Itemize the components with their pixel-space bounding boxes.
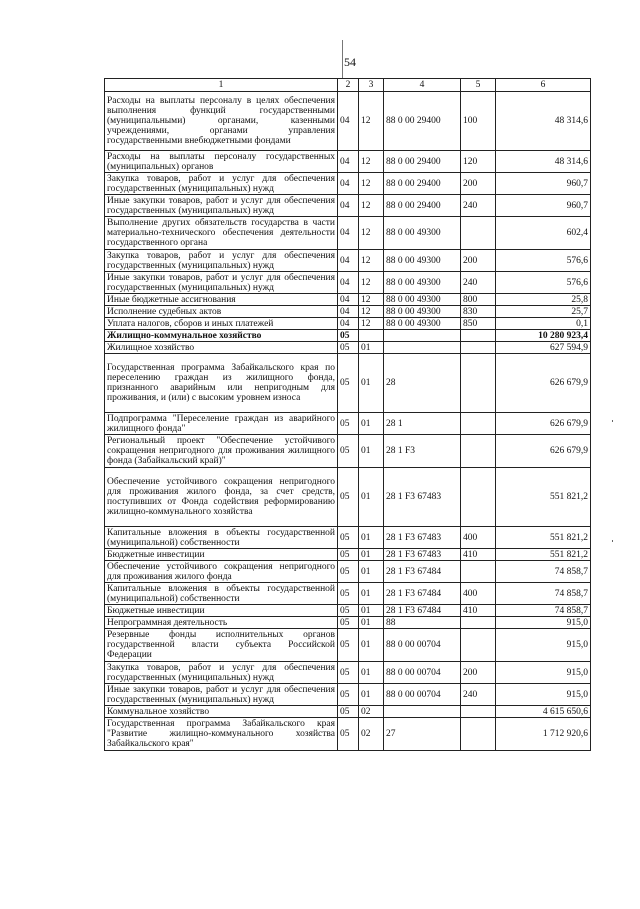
target-item-code-cell: 88 0 00 29400 [384,173,461,195]
expense-name-cell: Государственная программа Забайкальского края "Развитие жилищно-коммунального хозяйства Забайкальского края" [105,718,338,751]
scan-edge-mark [612,420,613,422]
subsection-code-cell: 12 [359,92,384,151]
column-header: 6 [496,79,591,92]
section-code-cell: 05 [338,468,359,527]
section-code-cell: 04 [338,151,359,173]
expense-name-cell: Подпрограмма "Переселение граждан из аварийного жилищного фонда" [105,413,338,435]
expense-name-cell: Расходы на выплаты персоналу государственных (муниципальных) органов [105,151,338,173]
expense-type-code-cell: 850 [461,318,496,330]
section-code-cell: 04 [338,217,359,250]
expense-name-cell: Расходы на выплаты персоналу в целях обеспечения выполнения функций государственными (муниципальными) органами, казенными учреждениями, органами управления государственными внебюджетными фондами [105,92,338,151]
table-row [105,718,591,751]
section-code-cell: 04 [338,92,359,151]
expense-type-code-cell: 240 [461,272,496,294]
table-row [105,318,591,330]
target-item-code-cell [384,330,461,342]
scan-edge-mark [612,540,613,542]
target-item-code-cell: 88 0 00 29400 [384,195,461,217]
column-header: 1 [105,79,338,92]
section-code-cell: 05 [338,435,359,468]
expense-name-cell: Иные закупки товаров, работ и услуг для обеспечения государственных (муниципальных) нужд [105,195,338,217]
expense-type-code-cell [461,561,496,583]
section-code-cell: 05 [338,706,359,718]
section-code-cell: 04 [338,306,359,318]
section-code-cell: 05 [338,684,359,706]
expense-type-code-cell: 400 [461,583,496,605]
section-code-cell: 04 [338,272,359,294]
section-code-cell: 04 [338,294,359,306]
subsection-code-cell: 01 [359,684,384,706]
table-row [105,92,591,151]
expense-name-cell: Региональный проект "Обеспечение устойчивого сокращения непригодного для проживания жилищного фонда (Забайкальский край)" [105,435,338,468]
expense-name-cell: Выполнение других обязательств государства в части материально-технического обеспечения деятельности государственного органа [105,217,338,250]
amount-cell: 626 679,9 [496,413,591,435]
expense-type-code-cell [461,217,496,250]
section-code-cell: 05 [338,605,359,617]
target-item-code-cell: 28 1 F3 67484 [384,605,461,617]
target-item-code-cell: 88 0 00 49300 [384,272,461,294]
amount-cell: 0,1 [496,318,591,330]
table-row [105,151,591,173]
expense-type-code-cell [461,413,496,435]
subsection-code-cell: 12 [359,195,384,217]
expense-name-cell: Закупка товаров, работ и услуг для обеспечения государственных (муниципальных) нужд [105,250,338,272]
target-item-code-cell: 88 0 00 49300 [384,306,461,318]
target-item-code-cell: 88 0 00 49300 [384,250,461,272]
expense-type-code-cell: 200 [461,250,496,272]
amount-cell: 48 314,6 [496,151,591,173]
target-item-code-cell: 88 0 00 49300 [384,318,461,330]
target-item-code-cell: 28 1 [384,413,461,435]
amount-cell: 4 615 650,6 [496,706,591,718]
section-code-cell: 05 [338,561,359,583]
amount-cell: 626 679,9 [496,354,591,413]
expense-type-code-cell: 120 [461,151,496,173]
expense-name-cell: Жилищно-коммунальное хозяйство [105,330,338,342]
section-code-cell: 05 [338,583,359,605]
expense-type-code-cell: 800 [461,294,496,306]
subsection-code-cell: 01 [359,527,384,549]
target-item-code-cell [384,706,461,718]
expense-name-cell: Обеспечение устойчивого сокращения непригодного для проживания жилого фонда [105,561,338,583]
table-row [105,527,591,549]
section-code-cell: 04 [338,250,359,272]
expense-type-code-cell [461,342,496,354]
expense-type-code-cell: 240 [461,684,496,706]
budget-table [104,78,591,751]
table-row [105,306,591,318]
target-item-code-cell: 88 0 00 00704 [384,684,461,706]
amount-cell: 551 821,2 [496,549,591,561]
subsection-code-cell: 01 [359,413,384,435]
amount-cell: 915,0 [496,617,591,629]
amount-cell: 915,0 [496,662,591,684]
amount-cell: 551 821,2 [496,468,591,527]
table-row [105,605,591,617]
column-header: 5 [461,79,496,92]
section-code-cell: 05 [338,413,359,435]
target-item-code-cell: 88 0 00 00704 [384,629,461,662]
amount-cell: 74 858,7 [496,583,591,605]
section-code-cell: 05 [338,354,359,413]
expense-type-code-cell [461,706,496,718]
table-row [105,468,591,527]
table-row [105,629,591,662]
expense-name-cell: Уплата налогов, сборов и иных платежей [105,318,338,330]
expense-name-cell: Жилищное хозяйство [105,342,338,354]
expense-type-code-cell: 200 [461,662,496,684]
expense-name-cell: Резервные фонды исполнительных органов государственной власти субъекта Российской Федерации [105,629,338,662]
expense-type-code-cell: 410 [461,549,496,561]
expense-type-code-cell: 240 [461,195,496,217]
amount-cell: 915,0 [496,684,591,706]
table-row [105,413,591,435]
section-code-cell: 04 [338,173,359,195]
target-item-code-cell: 28 1 F3 67483 [384,468,461,527]
section-code-cell: 04 [338,195,359,217]
table-row [105,684,591,706]
page-number: 54 [344,55,356,69]
table-row [105,706,591,718]
section-code-cell: 05 [338,549,359,561]
expense-name-cell: Капитальные вложения в объекты государственной (муниципальной) собственности [105,527,338,549]
subsection-code-cell: 12 [359,294,384,306]
target-item-code-cell: 28 1 F3 67483 [384,549,461,561]
expense-name-cell: Исполнение судебных актов [105,306,338,318]
expense-name-cell: Иные закупки товаров, работ и услуг для обеспечения государственных (муниципальных) нужд [105,272,338,294]
section-code-cell: 05 [338,527,359,549]
table-row [105,173,591,195]
section-code-cell: 05 [338,617,359,629]
table-row [105,342,591,354]
target-item-code-cell: 88 0 00 29400 [384,92,461,151]
target-item-code-cell: 28 [384,354,461,413]
amount-cell: 48 314,6 [496,92,591,151]
subsection-code-cell: 12 [359,173,384,195]
expense-name-cell: Коммунальное хозяйство [105,706,338,718]
subsection-code-cell: 01 [359,583,384,605]
subsection-code-cell: 01 [359,629,384,662]
amount-cell: 915,0 [496,629,591,662]
table-row [105,294,591,306]
amount-cell: 960,7 [496,195,591,217]
section-code-cell: 05 [338,629,359,662]
amount-cell: 576,6 [496,250,591,272]
expense-type-code-cell [461,330,496,342]
subsection-code-cell: 01 [359,605,384,617]
amount-cell: 25,7 [496,306,591,318]
expense-type-code-cell [461,718,496,751]
table-row [105,250,591,272]
table-row [105,662,591,684]
subsection-code-cell [359,330,384,342]
target-item-code-cell [384,342,461,354]
expense-type-code-cell [461,435,496,468]
subsection-code-cell: 12 [359,250,384,272]
amount-cell: 10 280 923,4 [496,330,591,342]
amount-cell: 25,8 [496,294,591,306]
expense-name-cell: Обеспечение устойчивого сокращения непригодного для проживания жилого фонда, за счет средств, поступивших от Фонда содействия реформированию жилищно-коммунального хозяйства [105,468,338,527]
section-code-cell: 05 [338,718,359,751]
subsection-code-cell: 01 [359,435,384,468]
subsection-code-cell: 12 [359,318,384,330]
expense-name-cell: Непрограммная деятельность [105,617,338,629]
expense-type-code-cell [461,354,496,413]
column-header: 3 [359,79,384,92]
table-row [105,217,591,250]
expense-type-code-cell: 200 [461,173,496,195]
subsection-code-cell: 01 [359,354,384,413]
table-row [105,354,591,413]
table-row [105,583,591,605]
subsection-code-cell: 01 [359,662,384,684]
table-header-row [105,79,591,92]
amount-cell: 960,7 [496,173,591,195]
binding-mark [342,40,343,78]
expense-name-cell: Бюджетные инвестиции [105,549,338,561]
target-item-code-cell: 28 1 F3 [384,435,461,468]
target-item-code-cell: 88 0 00 49300 [384,217,461,250]
subsection-code-cell: 12 [359,151,384,173]
amount-cell: 551 821,2 [496,527,591,549]
target-item-code-cell: 88 [384,617,461,629]
column-header: 4 [384,79,461,92]
expense-type-code-cell [461,617,496,629]
amount-cell: 1 712 920,6 [496,718,591,751]
section-code-cell: 05 [338,342,359,354]
expense-name-cell: Государственная программа Забайкальского края по переселению граждан из жилищного фонда, признанного аварийным или непригодным для проживания, и (или) с высоким уровнем износа [105,354,338,413]
subsection-code-cell: 02 [359,718,384,751]
amount-cell: 626 679,9 [496,435,591,468]
subsection-code-cell: 01 [359,561,384,583]
amount-cell: 74 858,7 [496,561,591,583]
amount-cell: 627 594,9 [496,342,591,354]
amount-cell: 74 858,7 [496,605,591,617]
target-item-code-cell: 88 0 00 29400 [384,151,461,173]
amount-cell: 602,4 [496,217,591,250]
section-code-cell: 05 [338,330,359,342]
expense-name-cell: Бюджетные инвестиции [105,605,338,617]
expense-type-code-cell: 400 [461,527,496,549]
table-row [105,561,591,583]
expense-name-cell: Иные закупки товаров, работ и услуг для обеспечения государственных (муниципальных) нужд [105,684,338,706]
subsection-code-cell: 12 [359,306,384,318]
expense-type-code-cell [461,629,496,662]
target-item-code-cell: 88 0 00 49300 [384,294,461,306]
expense-type-code-cell: 100 [461,92,496,151]
table-row [105,195,591,217]
section-code-cell: 05 [338,662,359,684]
section-code-cell: 04 [338,318,359,330]
expense-type-code-cell: 410 [461,605,496,617]
target-item-code-cell: 28 1 F3 67483 [384,527,461,549]
subsection-code-cell: 01 [359,468,384,527]
subsection-code-cell: 01 [359,342,384,354]
subsection-code-cell: 12 [359,272,384,294]
target-item-code-cell: 28 1 F3 67484 [384,583,461,605]
column-header: 2 [338,79,359,92]
amount-cell: 576,6 [496,272,591,294]
expense-name-cell: Закупка товаров, работ и услуг для обеспечения государственных (муниципальных) нужд [105,173,338,195]
subsection-code-cell: 01 [359,617,384,629]
subsection-code-cell: 12 [359,217,384,250]
table-row [105,272,591,294]
target-item-code-cell: 88 0 00 00704 [384,662,461,684]
table-row [105,549,591,561]
table-body [105,92,591,751]
target-item-code-cell: 27 [384,718,461,751]
expense-name-cell: Иные бюджетные ассигнования [105,294,338,306]
table-row [105,435,591,468]
expense-type-code-cell [461,468,496,527]
expense-name-cell: Закупка товаров, работ и услуг для обеспечения государственных (муниципальных) нужд [105,662,338,684]
table-row [105,330,591,342]
expense-name-cell: Капитальные вложения в объекты государственной (муниципальной) собственности [105,583,338,605]
target-item-code-cell: 28 1 F3 67484 [384,561,461,583]
expense-type-code-cell: 830 [461,306,496,318]
subsection-code-cell: 02 [359,706,384,718]
subsection-code-cell: 01 [359,549,384,561]
table-row [105,617,591,629]
